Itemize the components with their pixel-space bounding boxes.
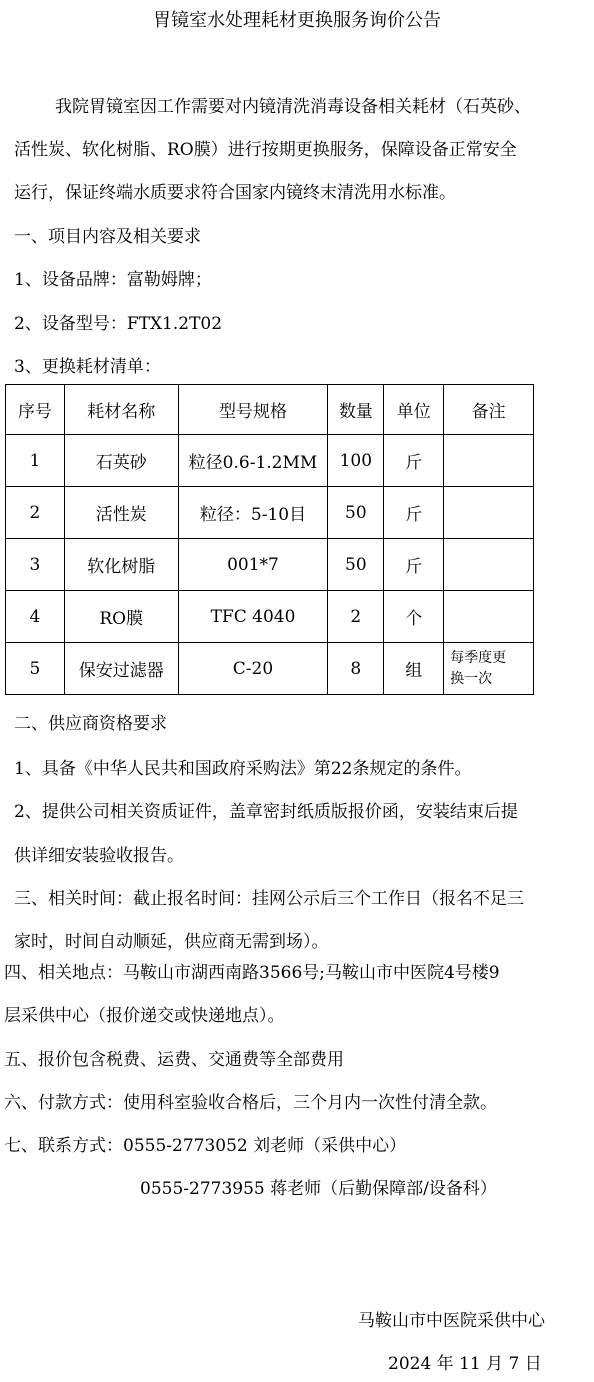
cell-spec: C-20 bbox=[178, 643, 328, 695]
intro-line-3: 运行，保证终端水质要求符合国家内镜终末清洗用水标准。 bbox=[14, 183, 456, 203]
col-header-qty: 数量 bbox=[328, 385, 384, 435]
cell-unit: 斤 bbox=[384, 539, 444, 591]
section-6: 六、付款方式：使用科室验收合格后，三个月内一次性付清全款。 bbox=[4, 1093, 497, 1113]
cell-name: 石英砂 bbox=[64, 435, 178, 487]
remark-line-1: 每季度更 bbox=[450, 649, 507, 666]
cell-spec: 粒径：5-10目 bbox=[178, 487, 328, 539]
cell-qty: 50 bbox=[328, 539, 384, 591]
signature-org: 马鞍山市中医院采供中心 bbox=[358, 1311, 545, 1331]
consumables-list-title: 3、更换耗材清单： bbox=[14, 357, 161, 377]
col-header-index: 序号 bbox=[6, 385, 65, 435]
section-2-heading: 二、供应商资格要求 bbox=[14, 714, 167, 734]
col-header-spec: 型号规格 bbox=[178, 385, 328, 435]
cell-spec: 粒径0.6-1.2MM bbox=[178, 435, 328, 487]
cell-qty: 2 bbox=[328, 591, 384, 643]
cell-qty: 100 bbox=[328, 435, 384, 487]
cell-index: 4 bbox=[6, 591, 65, 643]
section-3-line-2: 家时，时间自动顺延，供应商无需到场）。 bbox=[14, 932, 329, 952]
cell-remark bbox=[444, 435, 534, 487]
table-row bbox=[6, 643, 534, 695]
contact-line-2: 0555-2773955 蒋老师（后勤保障部/设备科） bbox=[140, 1179, 497, 1199]
cell-qty: 50 bbox=[328, 487, 384, 539]
device-model: 2、设备型号：FTX1.2T02 bbox=[14, 314, 223, 334]
cell-spec: 001*7 bbox=[178, 539, 328, 591]
cell-name: RO膜 bbox=[64, 591, 178, 643]
intro-line-2: 活性炭、软化树脂、RO膜）进行按期更换服务，保障设备正常安全 bbox=[14, 140, 517, 160]
section-4-line-1: 四、相关地点：马鞍山市湖西南路3566号;马鞍山市中医院4号楼9 bbox=[4, 963, 500, 983]
cell-unit: 组 bbox=[384, 643, 444, 695]
section-5: 五、报价包含税费、运费、交通费等全部费用 bbox=[4, 1050, 344, 1070]
cell-remark bbox=[444, 487, 534, 539]
device-brand: 1、设备品牌：富勒姆牌； bbox=[14, 270, 212, 290]
section-3-line-1: 三、相关时间：截止报名时间：挂网公示后三个工作日（报名不足三 bbox=[14, 889, 524, 909]
section-1-heading: 一、项目内容及相关要求 bbox=[14, 227, 201, 247]
cell-index: 1 bbox=[6, 435, 65, 487]
cell-unit: 斤 bbox=[384, 487, 444, 539]
cell-index: 2 bbox=[6, 487, 65, 539]
cell-remark bbox=[444, 539, 534, 591]
col-header-unit: 单位 bbox=[384, 385, 444, 435]
signature-date: 2024 年 11 月 7 日 bbox=[388, 1354, 542, 1374]
cell-remark bbox=[444, 643, 534, 695]
col-header-name: 耗材名称 bbox=[64, 385, 178, 435]
cell-name: 活性炭 bbox=[64, 487, 178, 539]
table-header-row bbox=[6, 385, 534, 435]
table-row bbox=[6, 591, 534, 643]
cell-index: 3 bbox=[6, 539, 65, 591]
cell-name: 保安过滤器 bbox=[64, 643, 178, 695]
table-row bbox=[6, 487, 534, 539]
cell-remark bbox=[444, 591, 534, 643]
cell-qty: 8 bbox=[328, 643, 384, 695]
contact-line-1: 七、联系方式：0555-2773052 刘老师（采供中心） bbox=[4, 1136, 407, 1156]
remark-line-2: 换一次 bbox=[450, 670, 493, 687]
cell-unit: 个 bbox=[384, 591, 444, 643]
cell-name: 软化树脂 bbox=[64, 539, 178, 591]
consumables-table bbox=[5, 384, 534, 695]
requirement-2-line-1: 2、提供公司相关资质证件，盖章密封纸质版报价函，安装结束后提 bbox=[14, 802, 518, 822]
col-header-remark: 备注 bbox=[444, 385, 534, 435]
requirement-1: 1、具备《中华人民共和国政府采购法》第22条规定的条件。 bbox=[14, 759, 472, 779]
cell-index: 5 bbox=[6, 643, 65, 695]
table-row bbox=[6, 435, 534, 487]
cell-spec: TFC 4040 bbox=[178, 591, 328, 643]
requirement-2-line-2: 供详细安装验收报告。 bbox=[14, 846, 184, 866]
section-4-line-2: 层采供中心（报价递交或快递地点）。 bbox=[4, 1006, 285, 1026]
page-title: 胃镜室水处理耗材更换服务询价公告 bbox=[153, 10, 441, 31]
intro-line-1: 我院胃镜室因工作需要对内镜清洗消毒设备相关耗材（石英砂、 bbox=[55, 97, 531, 117]
table-row bbox=[6, 539, 534, 591]
cell-unit: 斤 bbox=[384, 435, 444, 487]
